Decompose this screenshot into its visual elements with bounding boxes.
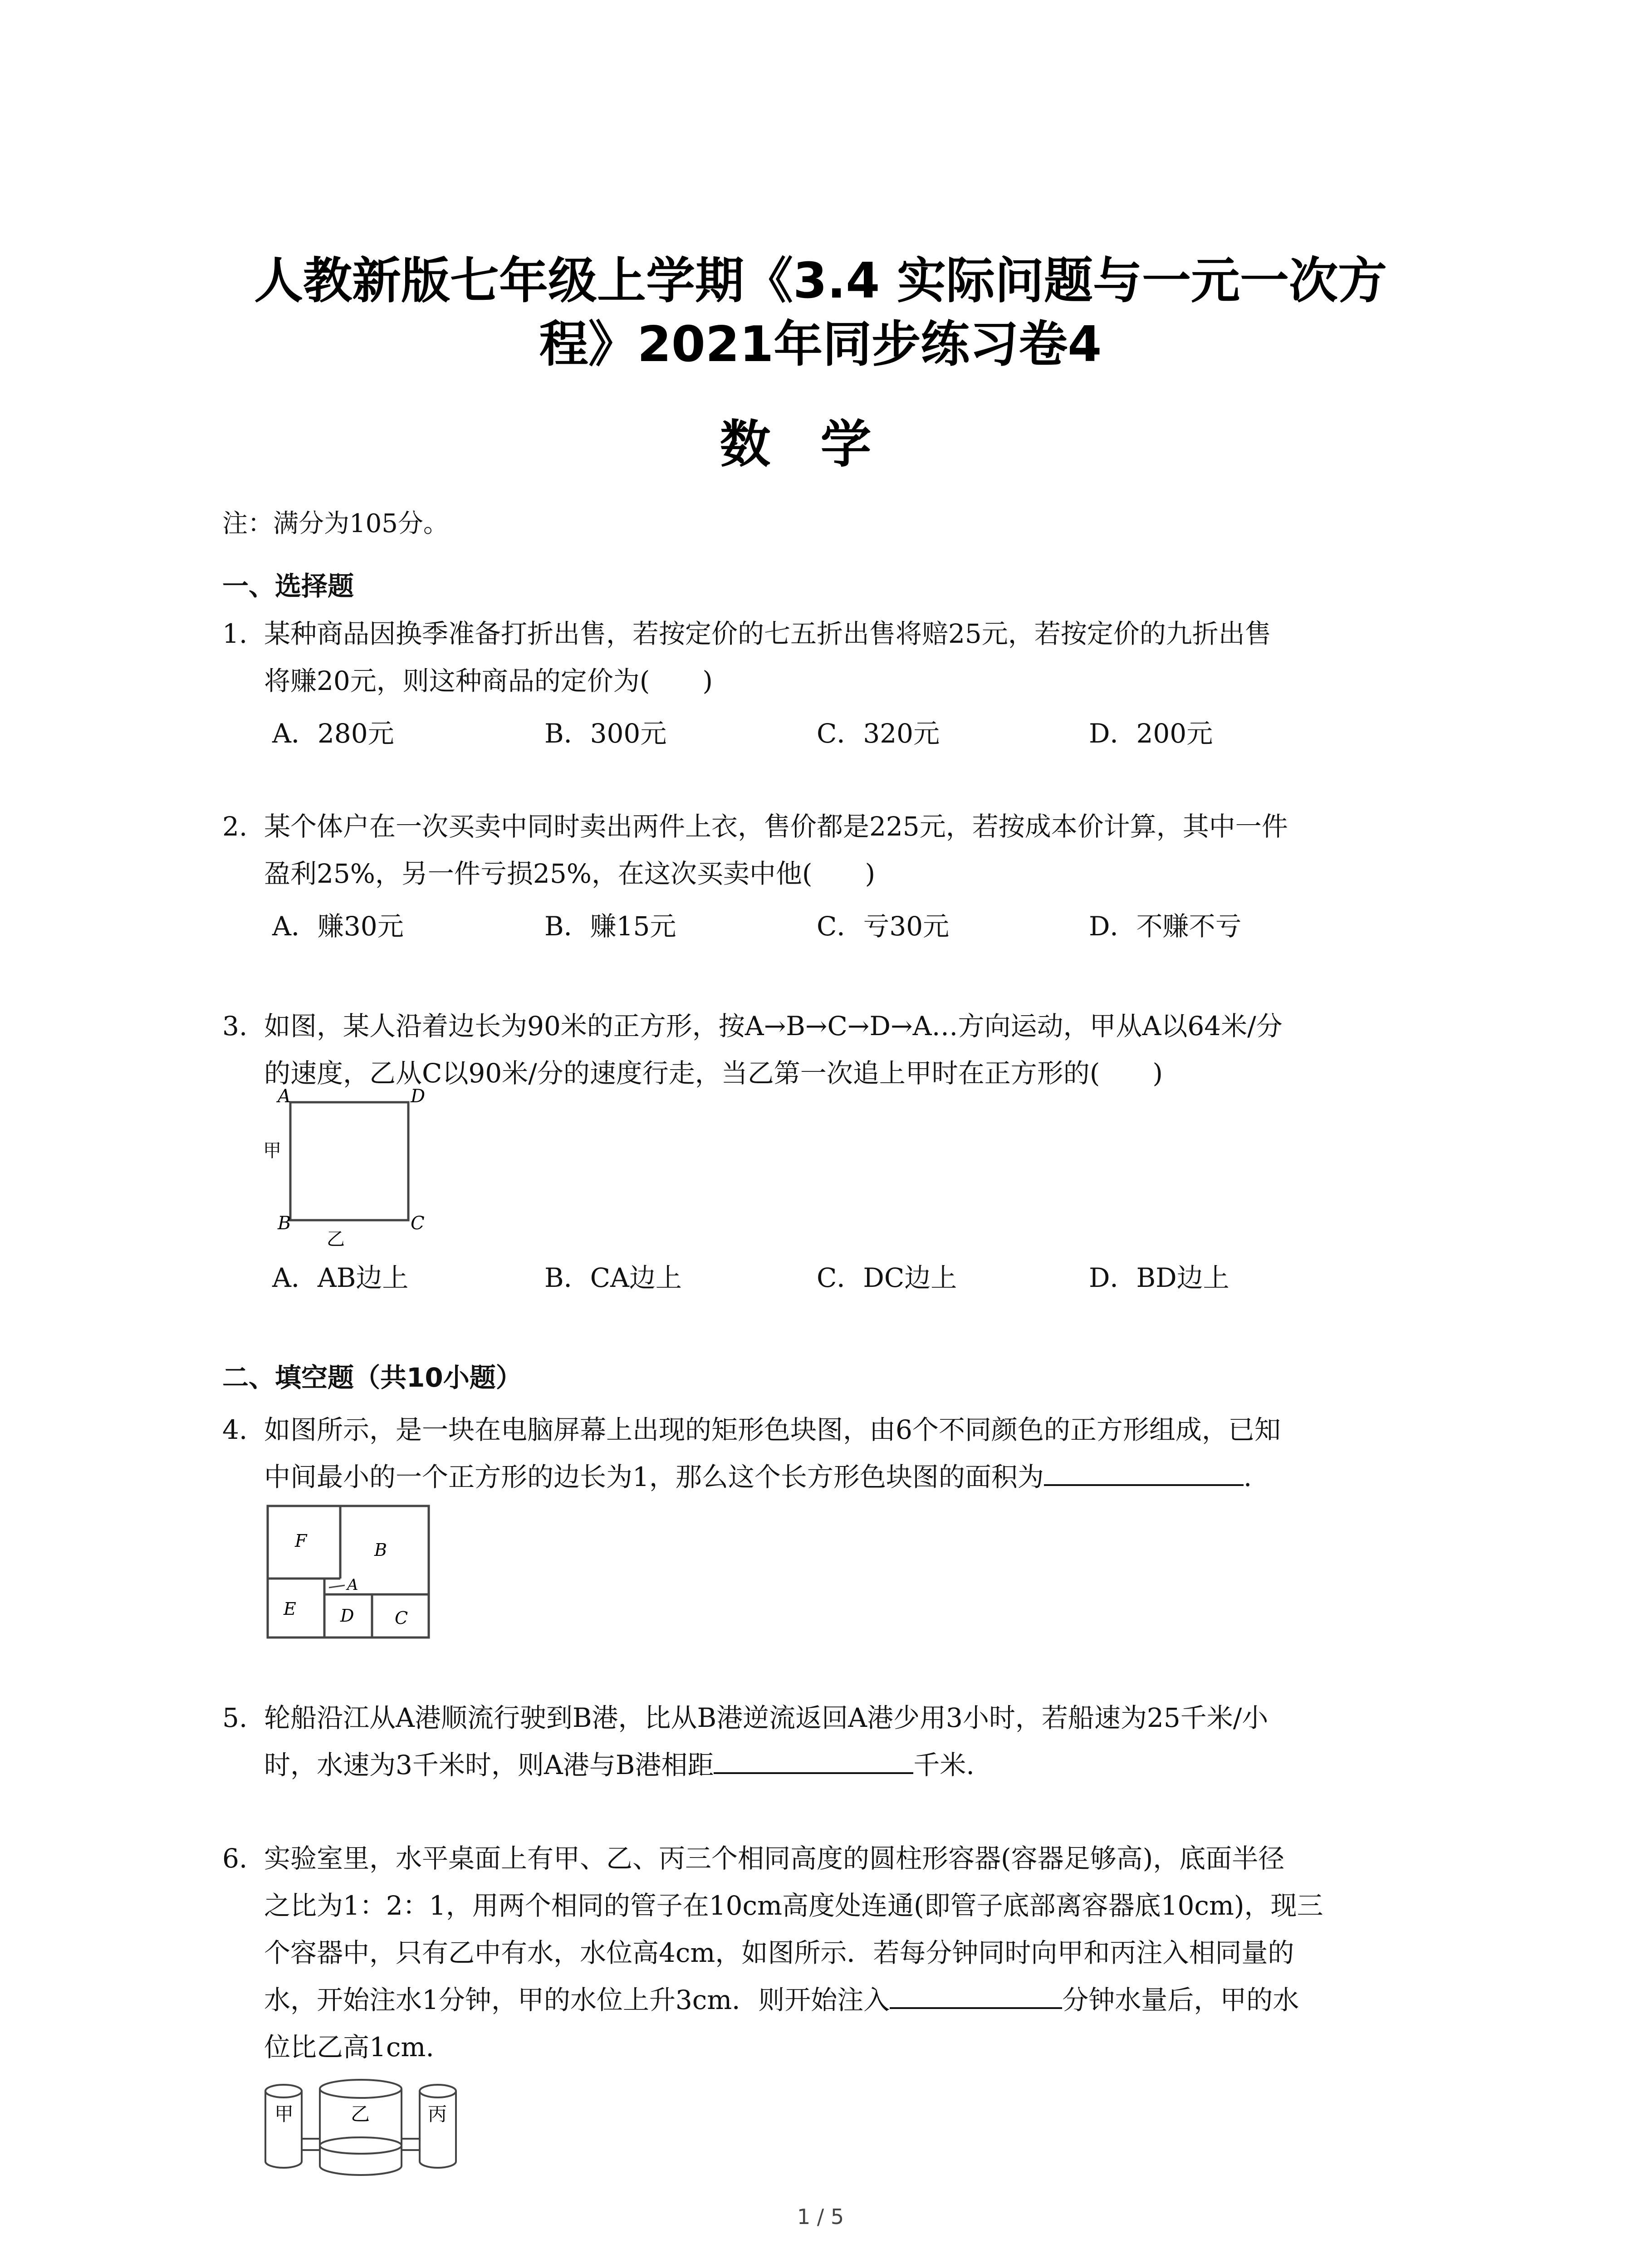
option-d[interactable]: D．不赚不亏: [1089, 911, 1242, 942]
option-d[interactable]: D．BD边上: [1089, 1262, 1230, 1293]
question-text-line: 中间最小的一个正方形的边长为1，那么这个长方形色块图的面积为: [264, 1461, 1044, 1492]
label-a: A: [347, 1576, 358, 1594]
label-e: E: [284, 1599, 296, 1619]
subject-heading: 数学: [720, 415, 921, 474]
question-6: [222, 1835, 1456, 2071]
label-c: C: [395, 1608, 408, 1628]
arrow-to-a: [329, 1585, 345, 1588]
question-text-line: 将赚20元，则这种商品的定价为( ): [264, 665, 713, 696]
cylinders-figure: [261, 2077, 460, 2177]
question-text-line: 水，开始注水1分钟，甲的水位上升3cm．则开始注入: [264, 1984, 890, 2015]
answer-blank[interactable]: [890, 1980, 1062, 2009]
vertex-a-label: A: [278, 1089, 291, 1107]
question-4: [222, 1406, 1456, 1501]
option-c[interactable]: C．320元: [817, 718, 940, 749]
vertex-d-label: D: [411, 1089, 426, 1107]
bing-label: 丙: [428, 2103, 447, 2125]
question-text-line: 位比乙高1cm.: [264, 2032, 434, 2063]
label-f: F: [295, 1531, 307, 1551]
section-choice-heading: 一、选择题: [222, 571, 354, 601]
question-text-line: 某个体户在一次买卖中同时卖出两件上衣，售价都是225元，若按成本价计算，其中一件: [264, 811, 1288, 842]
option-a[interactable]: A．赚30元: [272, 911, 404, 942]
question-number: 3.: [222, 1011, 248, 1041]
option-b[interactable]: B．CA边上: [544, 1262, 682, 1293]
question-number: 6.: [222, 1843, 248, 1874]
vertex-c-label: C: [411, 1213, 425, 1234]
option-c[interactable]: C．亏30元: [817, 911, 950, 942]
question-text-line: 某种商品因换季准备打折出售，若按定价的七五折出售将赔25元，若按定价的九折出售: [264, 618, 1271, 649]
question-text-line: 分钟水量后，甲的水: [1062, 1984, 1299, 2015]
question-text-line: 如图所示，是一块在电脑屏幕上出现的矩形色块图，由6个不同颜色的正方形组成，已知: [264, 1414, 1281, 1445]
label-d: D: [340, 1606, 354, 1626]
square-outline: [290, 1102, 408, 1220]
question-3: [222, 1002, 1456, 1097]
color-block-figure: [265, 1504, 433, 1640]
option-b[interactable]: B．赚15元: [544, 911, 676, 942]
vertex-b-label: B: [278, 1213, 291, 1234]
question-tail: .: [1243, 1461, 1252, 1492]
square-path-figure: [254, 1089, 436, 1256]
answer-blank[interactable]: [1044, 1457, 1244, 1486]
question-text-line: 轮船沿江从A港顺流行驶到B港，比从B港逆流返回A港少用3小时，若船速为25千米/小: [264, 1702, 1269, 1733]
question-text-line: 个容器中，只有乙中有水，水位高4cm，如图所示．若每分钟同时向甲和丙注入相同量的: [264, 1937, 1294, 1968]
question-2: [222, 803, 1456, 897]
question-text-line: 实验室里，水平桌面上有甲、乙、丙三个相同高度的圆柱形容器(容器足够高)，底面半径: [264, 1843, 1285, 1874]
option-a[interactable]: A．AB边上: [272, 1262, 409, 1293]
page-number: 1 / 5: [797, 2204, 844, 2229]
question-number: 4.: [222, 1414, 248, 1445]
question-text-line: 的速度，乙从C以90米/分的速度行走，当乙第一次追上甲时在正方形的( ): [264, 1058, 1163, 1089]
question-text-line: 之比为1：2：1，用两个相同的管子在10cm高度处连通(即管子底部离容器底10cm)，现三: [264, 1890, 1323, 1921]
yi-label: 乙: [327, 1229, 345, 1250]
option-b[interactable]: B．300元: [544, 718, 667, 749]
jia-label: 甲: [263, 1140, 281, 1161]
option-c[interactable]: C．DC边上: [817, 1262, 957, 1293]
score-note: 注：满分为105分。: [222, 509, 449, 538]
title-line-2: 程》2021年同步练习卷4: [539, 316, 1102, 373]
yi-label: 乙: [351, 2103, 370, 2125]
question-text-line: 盈利25%，另一件亏损25%，在这次买卖中他( ): [264, 858, 876, 889]
jia-label: 甲: [274, 2103, 294, 2125]
question-5: [222, 1694, 1456, 1789]
option-a[interactable]: A．280元: [272, 718, 394, 749]
question-number: 2.: [222, 811, 248, 842]
question-tail: 千米.: [913, 1750, 975, 1780]
title-line-1: 人教新版七年级上学期《3.4 实际问题与一元一次方: [254, 253, 1387, 309]
question-number: 5.: [222, 1702, 248, 1733]
question-1: [222, 610, 1456, 704]
label-b: B: [374, 1540, 387, 1560]
question-number: 1.: [222, 618, 248, 649]
question-text-line: 如图，某人沿着边长为90米的正方形，按A→B→C→D→A…方向运动，甲从A以64米/分: [264, 1011, 1283, 1041]
section-fill-heading: 二、填空题（共10小题）: [222, 1362, 522, 1393]
answer-blank[interactable]: [714, 1745, 913, 1774]
option-d[interactable]: D．200元: [1089, 718, 1213, 749]
question-text-line: 时，水速为3千米时，则A港与B港相距: [264, 1750, 714, 1780]
